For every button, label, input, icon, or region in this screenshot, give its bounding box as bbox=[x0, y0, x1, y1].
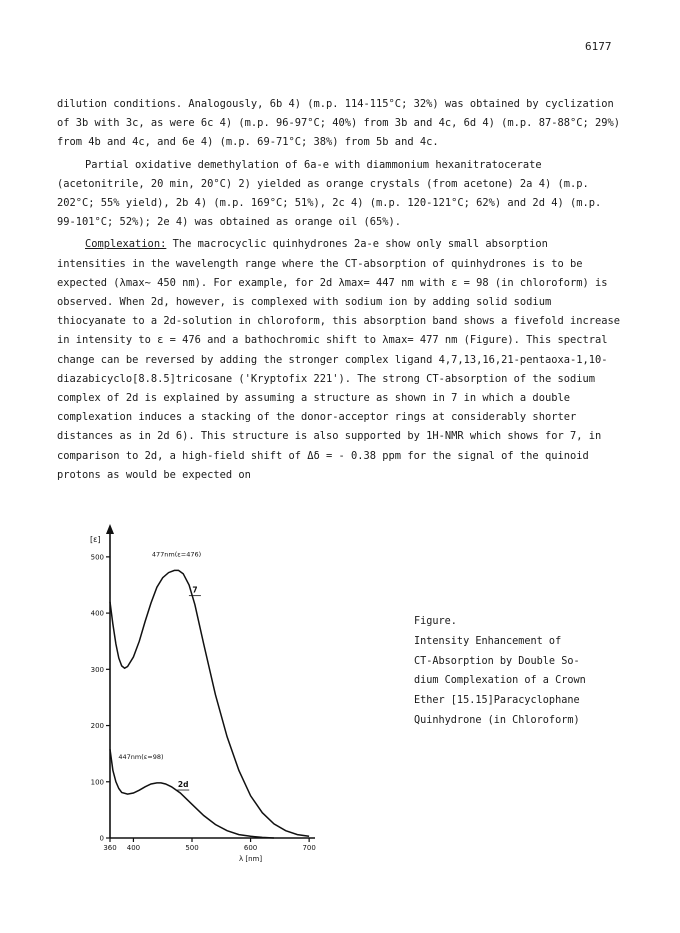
paragraph-2: Partial oxidative demethylation of 6a-e with diammonium hexanitratocerate (acetonitrile, 20 min, 20°C) 2) yielded as orange crystals (from acetone) 2a 4) (m.p. 202°C; 55% yield), 2b 4) (m.p. 169°C; 51%), 2c 4) (m.p. 120-121°C; 62%) and 2d 4) (m.p. 99-101°C; 52%); 2e 4) was obtained as orange oil (65%). bbox=[57, 158, 602, 229]
x-tick-label: 500 bbox=[185, 844, 199, 852]
caption-line: Figure. bbox=[414, 616, 457, 627]
x-tick-label: 360 bbox=[103, 844, 117, 852]
x-tick-label: 400 bbox=[126, 844, 141, 852]
section-heading: Complexation: bbox=[85, 238, 167, 251]
paragraph-3 bbox=[57, 235, 622, 485]
y-axis-label: [ε] bbox=[90, 535, 101, 544]
y-tick-label: 100 bbox=[90, 778, 104, 787]
caption-line: dium Complexation of a Crown bbox=[414, 675, 586, 687]
body-text bbox=[57, 95, 622, 488]
y-tick-label: 300 bbox=[90, 665, 104, 674]
x-axis-label: λ [nm] bbox=[239, 855, 263, 863]
caption-line: Ether [15.15]Paracyclophane bbox=[414, 695, 580, 707]
series-name-label: 2d bbox=[177, 780, 189, 790]
series-line-7 bbox=[110, 570, 309, 836]
series-name-label: 7 bbox=[192, 585, 198, 595]
y-tick-label: 400 bbox=[90, 609, 104, 618]
y-tick-label: 0 bbox=[99, 834, 104, 843]
absorption-chart bbox=[70, 520, 360, 880]
y-tick-label: 200 bbox=[90, 722, 104, 731]
page-number: 6177 bbox=[585, 40, 612, 53]
paragraph-1: dilution conditions. Analogously, 6b 4) (m.p. 114-115°C; 32%) was obtained by cyclization of 3b with 3c, as were 6c 4) (m.p. 96-97°C; 40%) from 3b and 4c, 6d 4) (m.p. 87-88°C; 29%) from 4b and 4c, and 6e 4) (m.p. 69-71°C; 38%) from 5b and 4c. bbox=[57, 98, 621, 149]
paragraph-3-text: The macrocyclic quinhydrones 2a-e show only small absorption intensities in the wavelength range where the CT-absorption of quinhydrones is to be expected (λmax~ 450 nm). For example, for 2d λmax= 447 nm with ε = 98 (in chloroform) is observed. When 2d, however, is complexed with sodium ion by adding solid sodium thiocyanate to a 2d-solution in chloroform, this absorption band shows a fivefold increase in intensity to ε = 476 and a bathochromic shift to λmax= 477 nm (Figure). This spectral change can be reversed by adding the stronger complex ligand 4,7,13,16,21-pentaoxa-1,10-diazabicyclo[8.8.5]tricosane ('Kryptofix 221'). The strong CT-absorption of the sodium complex of 2d is explained by assuming a structure as shown in 7 in which a double complexation induces a stacking of the donor-acceptor rings at considerably shorter distances as in 2d 6). This structure is also supported by 1H-NMR which shows for 7, in comparison to 2d, a high-field shift of Δδ = - 0.38 ppm for the signal of the quinoid protons as would be expected on bbox=[57, 238, 621, 481]
caption-line: Quinhydrone (in Chloroform) bbox=[414, 714, 580, 726]
figure-caption bbox=[414, 612, 634, 731]
series-annotation: 477nm(ε=476) bbox=[151, 550, 202, 559]
series-annotation: 447nm(ε=98) bbox=[118, 752, 164, 761]
x-tick-label: 600 bbox=[243, 844, 258, 852]
caption-line: Intensity Enhancement of bbox=[414, 635, 562, 647]
absorption-figure bbox=[70, 520, 360, 884]
x-tick-label: 700 bbox=[302, 844, 316, 852]
y-tick-label: 500 bbox=[90, 553, 104, 562]
y-axis-arrow bbox=[106, 524, 114, 534]
caption-line: CT-Absorption by Double So- bbox=[414, 655, 580, 667]
